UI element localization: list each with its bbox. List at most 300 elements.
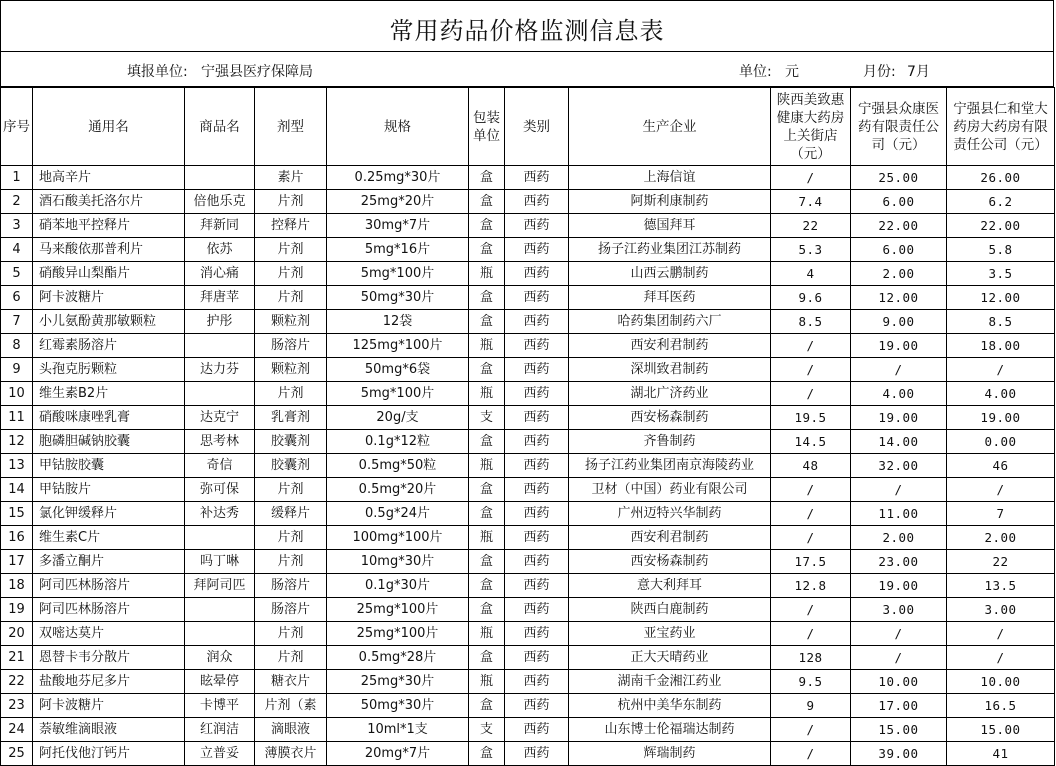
cell-category: 西药	[505, 382, 569, 406]
cell-pack-unit: 瓶	[469, 334, 505, 358]
cell-brand-name: 达力芬	[185, 358, 255, 382]
cell-manufacturer: 西安利君制药	[569, 526, 771, 550]
table-row	[1, 742, 1055, 766]
col-header-brand: 商品名	[185, 88, 255, 166]
cell-generic-name: 马来酸依那普利片	[33, 238, 185, 262]
cell-price-store1: 9.6	[771, 286, 851, 310]
cell-dosage-form: 片剂	[255, 286, 327, 310]
table-row	[1, 166, 1055, 190]
cell-price-store2: /	[851, 358, 947, 382]
col-header-dosage: 剂型	[255, 88, 327, 166]
cell-manufacturer: 意大利拜耳	[569, 574, 771, 598]
table-row	[1, 502, 1055, 526]
cell-pack-unit: 盒	[469, 550, 505, 574]
cell-dosage-form: 胶囊剂	[255, 454, 327, 478]
col-header-maker: 生产企业	[569, 88, 771, 166]
col-header-store2: 宁强县众康医药有限责任公司（元）	[851, 88, 947, 166]
cell-specification: 12袋	[327, 310, 469, 334]
cell-no: 20	[1, 622, 33, 646]
cell-manufacturer: 西安杨森制药	[569, 406, 771, 430]
cell-price-store2: 23.00	[851, 550, 947, 574]
cell-dosage-form: 片剂	[255, 478, 327, 502]
col-header-no: 序号	[1, 88, 33, 166]
cell-price-store3: 3.5	[947, 262, 1055, 286]
cell-category: 西药	[505, 574, 569, 598]
cell-price-store2: 17.00	[851, 694, 947, 718]
cell-price-store3: 6.2	[947, 190, 1055, 214]
cell-price-store1: /	[771, 526, 851, 550]
cell-category: 西药	[505, 694, 569, 718]
cell-no: 9	[1, 358, 33, 382]
cell-dosage-form: 胶囊剂	[255, 430, 327, 454]
cell-price-store3: 3.00	[947, 598, 1055, 622]
cell-brand-name: 立普妥	[185, 742, 255, 766]
cell-manufacturer: 亚宝药业	[569, 622, 771, 646]
cell-no: 13	[1, 454, 33, 478]
cell-brand-name: 拜唐苹	[185, 286, 255, 310]
cell-specification: 20g/支	[327, 406, 469, 430]
cell-no: 7	[1, 310, 33, 334]
col-header-store3: 宁强县仁和堂大药房大药房有限责任公司（元）	[947, 88, 1055, 166]
cell-specification: 5mg*100片	[327, 382, 469, 406]
table-row	[1, 670, 1055, 694]
cell-pack-unit: 瓶	[469, 382, 505, 406]
cell-no: 2	[1, 190, 33, 214]
cell-category: 西药	[505, 262, 569, 286]
cell-price-store3: 15.00	[947, 718, 1055, 742]
cell-manufacturer: 西安利君制药	[569, 334, 771, 358]
table-row	[1, 622, 1055, 646]
cell-specification: 5mg*16片	[327, 238, 469, 262]
cell-no: 17	[1, 550, 33, 574]
cell-brand-name: 吗丁啉	[185, 550, 255, 574]
reporting-unit-value: 宁强县医疗保障局	[201, 64, 313, 80]
cell-pack-unit: 瓶	[469, 670, 505, 694]
cell-brand-name: 消心痛	[185, 262, 255, 286]
cell-pack-unit: 盒	[469, 238, 505, 262]
cell-no: 23	[1, 694, 33, 718]
table-row	[1, 550, 1055, 574]
cell-price-store2: 10.00	[851, 670, 947, 694]
header-row	[1, 88, 1055, 166]
cell-no: 11	[1, 406, 33, 430]
cell-dosage-form: 颗粒剂	[255, 310, 327, 334]
cell-manufacturer: 阿斯利康制药	[569, 190, 771, 214]
cell-specification: 25mg*100片	[327, 622, 469, 646]
cell-pack-unit: 盒	[469, 286, 505, 310]
cell-no: 25	[1, 742, 33, 766]
cell-brand-name	[185, 598, 255, 622]
cell-price-store3: 5.8	[947, 238, 1055, 262]
month-value: 7月	[907, 64, 930, 80]
cell-brand-name: 卡博平	[185, 694, 255, 718]
cell-pack-unit: 瓶	[469, 454, 505, 478]
cell-price-store3: 46	[947, 454, 1055, 478]
table-row	[1, 214, 1055, 238]
cell-brand-name: 倍他乐克	[185, 190, 255, 214]
cell-manufacturer: 德国拜耳	[569, 214, 771, 238]
cell-pack-unit: 盒	[469, 190, 505, 214]
cell-category: 西药	[505, 358, 569, 382]
cell-specification: 30mg*7片	[327, 214, 469, 238]
table-row	[1, 358, 1055, 382]
cell-pack-unit: 盒	[469, 358, 505, 382]
cell-pack-unit: 盒	[469, 646, 505, 670]
cell-price-store1: 19.5	[771, 406, 851, 430]
cell-manufacturer: 哈药集团制药六厂	[569, 310, 771, 334]
cell-category: 西药	[505, 598, 569, 622]
cell-price-store1: 14.5	[771, 430, 851, 454]
table-row	[1, 526, 1055, 550]
cell-generic-name: 胞磷胆碱钠胶囊	[33, 430, 185, 454]
cell-price-store2: 6.00	[851, 238, 947, 262]
cell-price-store3: /	[947, 622, 1055, 646]
price-table	[0, 87, 1055, 766]
cell-generic-name: 盐酸地芬尼多片	[33, 670, 185, 694]
cell-no: 5	[1, 262, 33, 286]
table-row	[1, 598, 1055, 622]
cell-manufacturer: 广州迈特兴华制药	[569, 502, 771, 526]
cell-generic-name: 阿托伐他汀钙片	[33, 742, 185, 766]
cell-brand-name: 润众	[185, 646, 255, 670]
cell-dosage-form: 肠溶片	[255, 334, 327, 358]
table-row	[1, 646, 1055, 670]
col-header-store1: 陕西美致惠健康大药房上关街店（元）	[771, 88, 851, 166]
cell-no: 14	[1, 478, 33, 502]
cell-brand-name: 奇信	[185, 454, 255, 478]
cell-category: 西药	[505, 430, 569, 454]
cell-no: 8	[1, 334, 33, 358]
cell-specification: 25mg*20片	[327, 190, 469, 214]
cell-price-store2: 2.00	[851, 526, 947, 550]
cell-brand-name: 补达秀	[185, 502, 255, 526]
cell-category: 西药	[505, 718, 569, 742]
cell-brand-name	[185, 382, 255, 406]
cell-price-store3: 19.00	[947, 406, 1055, 430]
cell-no: 6	[1, 286, 33, 310]
cell-price-store3: 4.00	[947, 382, 1055, 406]
cell-manufacturer: 山西云鹏制药	[569, 262, 771, 286]
cell-price-store1: 12.8	[771, 574, 851, 598]
cell-manufacturer: 陕西白鹿制药	[569, 598, 771, 622]
cell-pack-unit: 盒	[469, 502, 505, 526]
cell-price-store3: 13.5	[947, 574, 1055, 598]
cell-price-store3: /	[947, 478, 1055, 502]
cell-dosage-form: 肠溶片	[255, 574, 327, 598]
table-row	[1, 286, 1055, 310]
cell-price-store2: 19.00	[851, 574, 947, 598]
cell-specification: 10ml*1支	[327, 718, 469, 742]
cell-price-store3: 10.00	[947, 670, 1055, 694]
cell-dosage-form: 片剂	[255, 646, 327, 670]
cell-generic-name: 硝酸异山梨酯片	[33, 262, 185, 286]
cell-price-store2: 3.00	[851, 598, 947, 622]
cell-price-store3: /	[947, 646, 1055, 670]
cell-manufacturer: 辉瑞制药	[569, 742, 771, 766]
cell-specification: 0.5mg*28片	[327, 646, 469, 670]
cell-specification: 0.1g*30片	[327, 574, 469, 598]
cell-specification: 10mg*30片	[327, 550, 469, 574]
cell-price-store2: 6.00	[851, 190, 947, 214]
cell-price-store1: 4	[771, 262, 851, 286]
col-header-pack: 包装单位	[469, 88, 505, 166]
cell-specification: 0.5mg*50粒	[327, 454, 469, 478]
cell-manufacturer: 深圳致君制药	[569, 358, 771, 382]
cell-manufacturer: 山东博士伦福瑞达制药	[569, 718, 771, 742]
table-row	[1, 430, 1055, 454]
cell-specification: 0.1g*12粒	[327, 430, 469, 454]
cell-generic-name: 多潘立酮片	[33, 550, 185, 574]
cell-price-store1: /	[771, 382, 851, 406]
cell-category: 西药	[505, 166, 569, 190]
table-body	[1, 166, 1055, 766]
cell-generic-name: 甲钴胺片	[33, 478, 185, 502]
cell-category: 西药	[505, 310, 569, 334]
cell-price-store2: 19.00	[851, 406, 947, 430]
cell-category: 西药	[505, 214, 569, 238]
cell-category: 西药	[505, 478, 569, 502]
sheet-title: 常用药品价格监测信息表	[389, 17, 665, 45]
cell-brand-name: 红润洁	[185, 718, 255, 742]
cell-price-store1: 8.5	[771, 310, 851, 334]
cell-dosage-form: 缓释片	[255, 502, 327, 526]
cell-price-store3: 18.00	[947, 334, 1055, 358]
cell-category: 西药	[505, 190, 569, 214]
cell-price-store1: 48	[771, 454, 851, 478]
cell-manufacturer: 杭州中美华东制药	[569, 694, 771, 718]
cell-price-store2: 19.00	[851, 334, 947, 358]
cell-price-store1: /	[771, 358, 851, 382]
cell-generic-name: 头孢克肟颗粒	[33, 358, 185, 382]
cell-generic-name: 酒石酸美托洛尔片	[33, 190, 185, 214]
cell-brand-name	[185, 334, 255, 358]
cell-no: 1	[1, 166, 33, 190]
cell-generic-name: 阿司匹林肠溶片	[33, 574, 185, 598]
cell-dosage-form: 糖衣片	[255, 670, 327, 694]
table-row	[1, 478, 1055, 502]
info-row	[0, 52, 1054, 87]
cell-dosage-form: 颗粒剂	[255, 358, 327, 382]
cell-brand-name: 拜阿司匹	[185, 574, 255, 598]
cell-price-store1: /	[771, 478, 851, 502]
cell-category: 西药	[505, 238, 569, 262]
cell-no: 24	[1, 718, 33, 742]
cell-specification: 5mg*100片	[327, 262, 469, 286]
cell-manufacturer: 西安杨森制药	[569, 550, 771, 574]
table-row	[1, 238, 1055, 262]
cell-price-store3: 2.00	[947, 526, 1055, 550]
cell-category: 西药	[505, 502, 569, 526]
table-row	[1, 190, 1055, 214]
cell-no: 18	[1, 574, 33, 598]
cell-dosage-form: 乳膏剂	[255, 406, 327, 430]
cell-price-store1: /	[771, 718, 851, 742]
cell-price-store3: 22	[947, 550, 1055, 574]
cell-price-store2: /	[851, 478, 947, 502]
cell-price-store2: 22.00	[851, 214, 947, 238]
cell-brand-name: 眩晕停	[185, 670, 255, 694]
cell-brand-name: 护彤	[185, 310, 255, 334]
cell-specification: 50mg*30片	[327, 694, 469, 718]
cell-price-store3: 8.5	[947, 310, 1055, 334]
cell-price-store3: 12.00	[947, 286, 1055, 310]
cell-price-store1: 22	[771, 214, 851, 238]
cell-no: 4	[1, 238, 33, 262]
cell-pack-unit: 盒	[469, 214, 505, 238]
col-header-generic: 通用名	[33, 88, 185, 166]
cell-price-store1: 17.5	[771, 550, 851, 574]
table-row	[1, 406, 1055, 430]
cell-price-store3: 0.00	[947, 430, 1055, 454]
cell-generic-name: 阿卡波糖片	[33, 286, 185, 310]
cell-pack-unit: 盒	[469, 574, 505, 598]
cell-specification: 0.5g*24片	[327, 502, 469, 526]
cell-price-store3: 22.00	[947, 214, 1055, 238]
cell-category: 西药	[505, 742, 569, 766]
title-row	[0, 0, 1054, 52]
cell-category: 西药	[505, 526, 569, 550]
cell-no: 3	[1, 214, 33, 238]
cell-specification: 0.25mg*30片	[327, 166, 469, 190]
cell-specification: 25mg*30片	[327, 670, 469, 694]
cell-brand-name	[185, 166, 255, 190]
cell-pack-unit: 盒	[469, 166, 505, 190]
cell-dosage-form: 片剂	[255, 550, 327, 574]
cell-no: 16	[1, 526, 33, 550]
cell-pack-unit: 支	[469, 406, 505, 430]
col-header-category: 类别	[505, 88, 569, 166]
cell-pack-unit: 盒	[469, 694, 505, 718]
cell-dosage-form: 素片	[255, 166, 327, 190]
table-row	[1, 382, 1055, 406]
cell-generic-name: 氯化钾缓释片	[33, 502, 185, 526]
cell-dosage-form: 片剂	[255, 262, 327, 286]
table-row	[1, 262, 1055, 286]
cell-no: 12	[1, 430, 33, 454]
cell-price-store2: 32.00	[851, 454, 947, 478]
cell-dosage-form: 肠溶片	[255, 598, 327, 622]
table-row	[1, 454, 1055, 478]
reporting-unit-label: 填报单位:	[127, 64, 188, 80]
cell-generic-name: 硝苯地平控释片	[33, 214, 185, 238]
cell-brand-name: 拜新同	[185, 214, 255, 238]
cell-price-store1: 7.4	[771, 190, 851, 214]
cell-generic-name: 硝酸咪康唑乳膏	[33, 406, 185, 430]
cell-brand-name: 思考林	[185, 430, 255, 454]
cell-no: 15	[1, 502, 33, 526]
cell-manufacturer: 拜耳医药	[569, 286, 771, 310]
col-header-spec: 规格	[327, 88, 469, 166]
cell-price-store2: 2.00	[851, 262, 947, 286]
cell-brand-name: 依苏	[185, 238, 255, 262]
cell-price-store2: /	[851, 622, 947, 646]
cell-price-store1: 128	[771, 646, 851, 670]
cell-manufacturer: 湖南千金湘江药业	[569, 670, 771, 694]
cell-dosage-form: 滴眼液	[255, 718, 327, 742]
cell-specification: 100mg*100片	[327, 526, 469, 550]
cell-price-store1: 9	[771, 694, 851, 718]
cell-price-store2: 9.00	[851, 310, 947, 334]
cell-category: 西药	[505, 550, 569, 574]
cell-price-store1: 5.3	[771, 238, 851, 262]
cell-category: 西药	[505, 454, 569, 478]
cell-generic-name: 维生素C片	[33, 526, 185, 550]
cell-brand-name: 弥可保	[185, 478, 255, 502]
cell-price-store1: 9.5	[771, 670, 851, 694]
cell-category: 西药	[505, 646, 569, 670]
cell-price-store2: 11.00	[851, 502, 947, 526]
cell-pack-unit: 盒	[469, 598, 505, 622]
cell-category: 西药	[505, 406, 569, 430]
cell-price-store1: /	[771, 334, 851, 358]
cell-price-store2: /	[851, 646, 947, 670]
cell-pack-unit: 支	[469, 718, 505, 742]
table-row	[1, 334, 1055, 358]
cell-specification: 0.5mg*20片	[327, 478, 469, 502]
cell-dosage-form: 片剂	[255, 622, 327, 646]
cell-dosage-form: 薄膜衣片	[255, 742, 327, 766]
cell-generic-name: 维生素B2片	[33, 382, 185, 406]
cell-brand-name	[185, 526, 255, 550]
cell-price-store2: 12.00	[851, 286, 947, 310]
cell-generic-name: 萘敏维滴眼液	[33, 718, 185, 742]
table-row	[1, 574, 1055, 598]
cell-manufacturer: 扬子江药业集团江苏制药	[569, 238, 771, 262]
cell-price-store1: /	[771, 622, 851, 646]
cell-pack-unit: 瓶	[469, 526, 505, 550]
cell-dosage-form: 片剂	[255, 238, 327, 262]
cell-specification: 20mg*7片	[327, 742, 469, 766]
cell-specification: 50mg*30片	[327, 286, 469, 310]
cell-no: 10	[1, 382, 33, 406]
cell-category: 西药	[505, 670, 569, 694]
table-row	[1, 694, 1055, 718]
cell-dosage-form: 控释片	[255, 214, 327, 238]
currency-unit-label: 单位:	[739, 64, 772, 80]
cell-specification: 50mg*6袋	[327, 358, 469, 382]
cell-dosage-form: 片剂	[255, 190, 327, 214]
cell-pack-unit: 盒	[469, 430, 505, 454]
cell-category: 西药	[505, 334, 569, 358]
cell-generic-name: 阿司匹林肠溶片	[33, 598, 185, 622]
cell-price-store3: 16.5	[947, 694, 1055, 718]
cell-manufacturer: 齐鲁制药	[569, 430, 771, 454]
cell-specification: 25mg*100片	[327, 598, 469, 622]
cell-price-store1: /	[771, 502, 851, 526]
cell-price-store2: 14.00	[851, 430, 947, 454]
cell-no: 22	[1, 670, 33, 694]
cell-category: 西药	[505, 286, 569, 310]
month-label: 月份:	[863, 64, 896, 80]
cell-dosage-form: 片剂（素	[255, 694, 327, 718]
cell-brand-name: 达克宁	[185, 406, 255, 430]
cell-pack-unit: 瓶	[469, 262, 505, 286]
cell-dosage-form: 片剂	[255, 526, 327, 550]
currency-unit-value: 元	[785, 64, 799, 80]
cell-generic-name: 红霉素肠溶片	[33, 334, 185, 358]
cell-price-store3: 7	[947, 502, 1055, 526]
cell-specification: 125mg*100片	[327, 334, 469, 358]
cell-generic-name: 双嘧达莫片	[33, 622, 185, 646]
cell-price-store2: 15.00	[851, 718, 947, 742]
cell-price-store2: 4.00	[851, 382, 947, 406]
cell-manufacturer: 正大天晴药业	[569, 646, 771, 670]
table-row	[1, 718, 1055, 742]
cell-generic-name: 小儿氨酚黄那敏颗粒	[33, 310, 185, 334]
cell-pack-unit: 瓶	[469, 622, 505, 646]
cell-brand-name	[185, 622, 255, 646]
cell-price-store1: /	[771, 166, 851, 190]
